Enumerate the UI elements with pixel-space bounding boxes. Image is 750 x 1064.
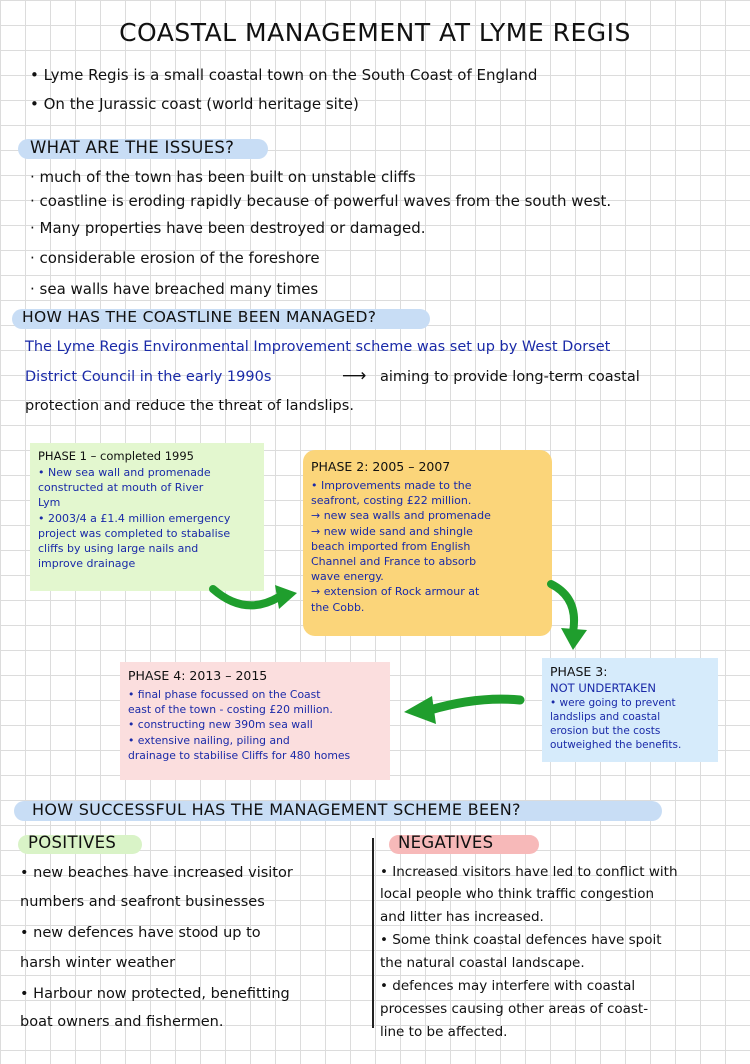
- negative-item: line to be affected.: [380, 1024, 508, 1040]
- intro-line: • Lyme Regis is a small coastal town on the South Coast of England: [30, 66, 538, 84]
- positive-item: harsh winter weather: [20, 955, 176, 971]
- negatives-heading: NEGATIVES: [398, 833, 494, 852]
- phase3-box: [542, 658, 718, 762]
- issue-item: · much of the town has been built on unstable cliffs: [30, 168, 416, 186]
- positives-heading: POSITIVES: [28, 833, 117, 852]
- phase3-line: landslips and coastal: [550, 711, 661, 724]
- phase1-box: [30, 443, 264, 591]
- arrow-icon: ⟶: [342, 366, 367, 386]
- phase2-line: → extension of Rock armour at: [311, 585, 480, 599]
- phase4-line: • constructing new 390m sea wall: [128, 718, 313, 732]
- managed-text-line: The Lyme Regis Environmental Improvement scheme was set up by West Dorset: [25, 339, 611, 355]
- phase3-line: erosion but the costs: [550, 725, 661, 738]
- phase4-line: east of the town - costing £20 million.: [128, 703, 333, 717]
- page-title: COASTAL MANAGEMENT AT LYME REGIS: [119, 18, 631, 47]
- success-heading: HOW SUCCESSFUL HAS THE MANAGEMENT SCHEME BEEN?: [32, 800, 521, 819]
- phase3-title: PHASE 3:: [550, 664, 608, 679]
- phase2-title: PHASE 2: 2005 – 2007: [311, 459, 451, 474]
- phase2-line: Channel and France to absorb: [311, 555, 477, 569]
- positive-item: • Harbour now protected, benefitting: [20, 986, 290, 1002]
- phase2-line: → new sea walls and promenade: [311, 509, 491, 523]
- phase2-line: seafront, costing £22 million.: [311, 494, 472, 508]
- phase3-line: outweighed the benefits.: [550, 739, 682, 752]
- intro-line: • On the Jurassic coast (world heritage site): [30, 95, 359, 113]
- arrow-phase1-to-phase2-icon: [205, 575, 305, 620]
- positive-item: boat owners and fishermen.: [20, 1014, 224, 1030]
- phase2-line: beach imported from English: [311, 539, 471, 553]
- phase1-line: Lym: [38, 496, 61, 510]
- negative-item: processes causing other areas of coast-: [380, 1001, 649, 1017]
- phase4-box: [120, 662, 390, 780]
- issue-item: · coastline is eroding rapidly because of powerful waves from the south west.: [30, 192, 612, 210]
- managed-text-line: District Council in the early 1990s: [25, 369, 272, 385]
- phase2-line: • Improvements made to the: [311, 479, 472, 492]
- phase4-line: drainage to stabilise Cliffs for 480 homes: [128, 748, 351, 762]
- phase4-title: PHASE 4: 2013 – 2015: [128, 668, 268, 683]
- phase1-title: PHASE 1 – completed 1995: [38, 449, 194, 463]
- phase1-line: constructed at mouth of River: [38, 481, 204, 495]
- managed-text-line: aiming to provide long-term coastal: [380, 369, 640, 385]
- phase1-line: cliffs by using large nails and: [38, 542, 199, 556]
- phase4-line: • final phase focussed on the Coast: [128, 688, 321, 701]
- negative-item: the natural coastal landscape.: [380, 955, 585, 971]
- phase1-line: • 2003/4 a £1.4 million emergency: [38, 511, 231, 525]
- managed-heading: HOW HAS THE COASTLINE BEEN MANAGED?: [22, 308, 377, 326]
- arrow-phase2-to-phase3-icon: [545, 576, 595, 656]
- phase2-line: the Cobb.: [311, 600, 365, 614]
- phase1-line: project was completed to stabalise: [38, 526, 231, 540]
- phase2-line: wave energy.: [311, 570, 384, 584]
- positive-item: • new beaches have increased visitor: [20, 865, 293, 881]
- phase1-line: improve drainage: [38, 557, 136, 571]
- phase3-line: • were going to prevent: [550, 697, 676, 710]
- negative-item: local people who think traffic congestion: [380, 886, 655, 902]
- issue-item: · considerable erosion of the foreshore: [30, 249, 320, 267]
- phase3-subtitle: NOT UNDERTAKEN: [550, 681, 657, 695]
- managed-text-line: protection and reduce the threat of landslips.: [25, 398, 354, 414]
- issue-item: · Many properties have been destroyed or damaged.: [30, 219, 426, 237]
- column-divider: [372, 838, 374, 1028]
- issue-item: · sea walls have breached many times: [30, 280, 319, 298]
- negative-item: • defences may interfere with coastal: [380, 978, 636, 994]
- negative-item: • Increased visitors have led to conflict with: [380, 864, 678, 880]
- phase2-box: [303, 450, 552, 636]
- phase4-line: • extensive nailing, piling and: [128, 733, 290, 747]
- phase2-line: → new wide sand and shingle: [311, 524, 473, 538]
- positive-item: numbers and seafront businesses: [20, 894, 265, 910]
- negative-item: and litter has increased.: [380, 909, 544, 925]
- phase1-line: • New sea wall and promenade: [38, 466, 211, 479]
- issues-heading: WHAT ARE THE ISSUES?: [30, 138, 235, 157]
- negative-item: • Some think coastal defences have spoit: [380, 932, 662, 948]
- arrow-phase3-to-phase4-icon: [398, 690, 528, 730]
- positive-item: • new defences have stood up to: [20, 925, 261, 941]
